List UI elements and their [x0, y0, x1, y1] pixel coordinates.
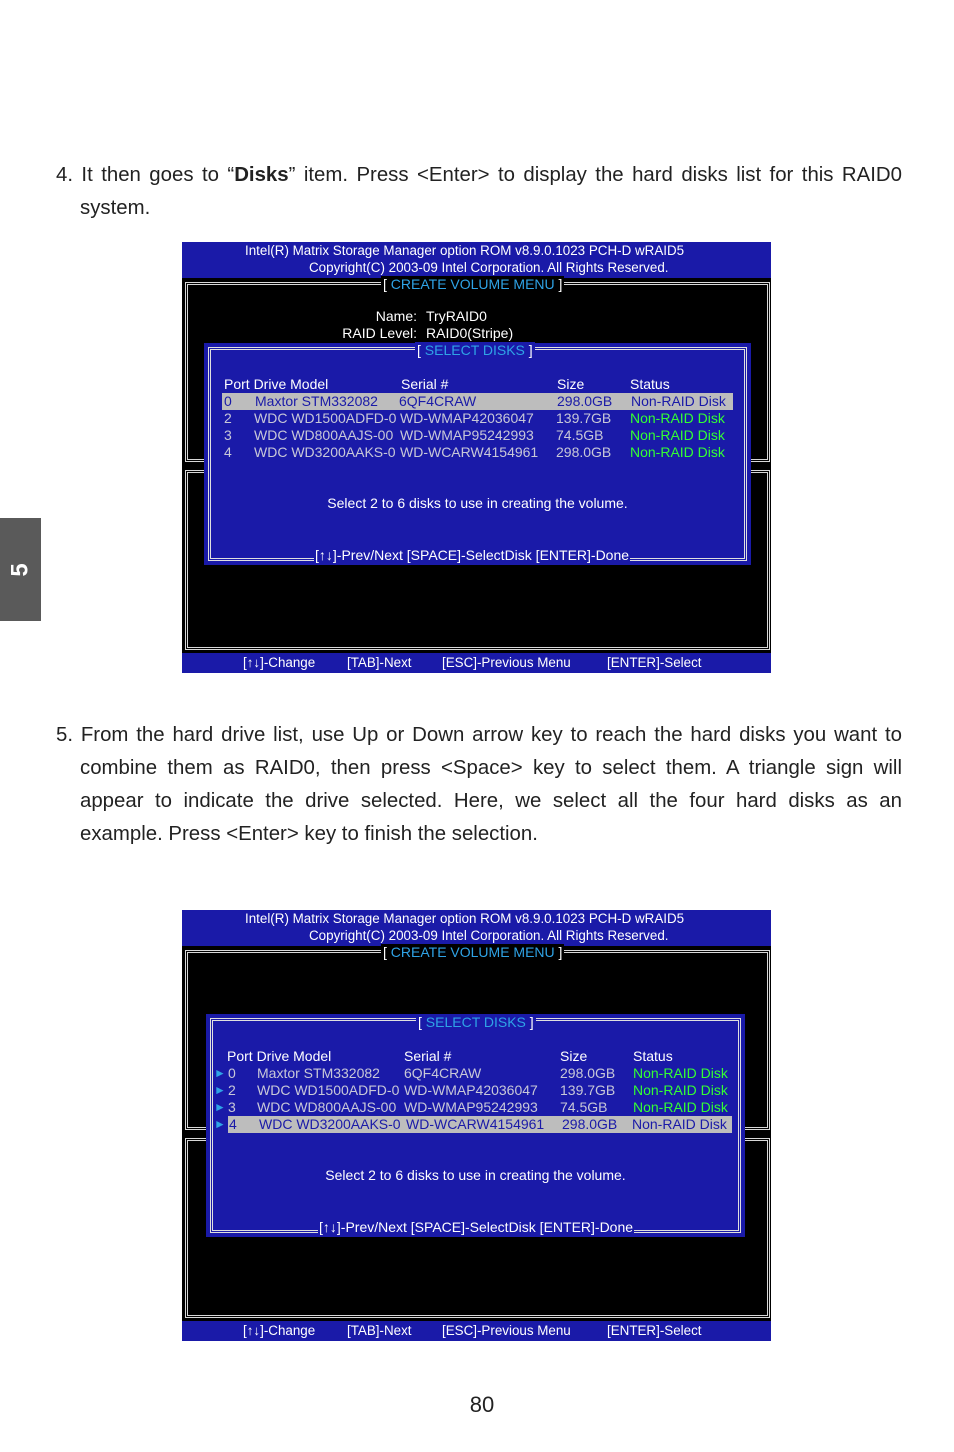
name-value[interactable]: TryRAID0 — [426, 308, 487, 324]
name-label: Name: — [375, 308, 417, 324]
bios-header: Intel(R) Matrix Storage Manager option ROM v8.9.0.1023 PCH-D wRAID5 Copyright(C) 2003-09 Intel Corporation. All Rights Reserved. — [182, 910, 771, 946]
disk-row[interactable]: ► 0 Maxtor STM332082 6QF4CRAW 298.0GB Non-RAID Disk — [214, 1065, 728, 1081]
chapter-tab: 5 — [0, 518, 41, 621]
select-instruction: Select 2 to 6 disks to use in creating the volume. — [327, 495, 628, 511]
bios-header: Intel(R) Matrix Storage Manager option ROM v8.9.0.1023 PCH-D wRAID5 Copyright(C) 2003-09 Intel Corporation. All Rights Reserved. — [182, 242, 771, 278]
disk-row[interactable]: 3 WDC WD800AAJS-00 WD-WMAP95242993 74.5GB Non-RAID Disk — [224, 427, 725, 443]
disk-row[interactable]: 0 Maxtor STM332082 6QF4CRAW 298.0GB Non-RAID Disk — [222, 393, 733, 410]
disk-row[interactable]: ► 2 WDC WD1500ADFD-0 WD-WMAP42036047 139.7GB Non-RAID Disk — [214, 1082, 728, 1098]
raid-level-label: RAID Level: — [342, 325, 417, 341]
select-instruction: Select 2 to 6 disks to use in creating the volume. — [325, 1167, 626, 1183]
bios-screen-1 — [182, 242, 771, 673]
raid-level-value[interactable]: RAID0(Stripe) — [426, 325, 514, 341]
bios-footer: [↑↓]-Change [TAB]-Next [ESC]-Previous Menu [ENTER]-Select — [182, 653, 771, 673]
bios-footer: [↑↓]-Change [TAB]-Next [ESC]-Previous Menu [ENTER]-Select — [182, 1321, 771, 1341]
selected-triangle-icon: ► — [214, 1083, 226, 1097]
bios-screen-2 — [182, 910, 771, 1341]
select-disks-panel: [ SELECT DISKS ] Port Drive Model Serial # Size Status 0 Maxtor STM332082 6QF4CRAW 298.0GB Non-RAID Disk 2 WDC WD1500ADFD-0 WD-WMAP42036047 139.7GB Non-RAID Disk 3 WDC WD800AAJS-00 WD-WMAP95242993 74.5GB Non-RAID Disk 4 WDC WD3200AAKS-0 WD-WCARW4154961 298.0GB Non-RAID Disk Select 2 to 6 disks to use in creating the volume. [↑↓]-Prev/Next [SPACE]-SelectDisk [ENTER]-Done — [204, 343, 751, 565]
disk-row[interactable]: ► 3 WDC WD800AAJS-00 WD-WMAP95242993 74.5GB Non-RAID Disk — [214, 1099, 728, 1115]
select-disks-panel: [ SELECT DISKS ] Port Drive Model Serial # Size Status ► 0 Maxtor STM332082 6QF4CRAW 298.0GB Non-RAID Disk ► 2 WDC WD1500ADFD-0 WD-WMAP42036047 139.7GB Non-RAID Disk ► 3 WDC WD800AAJS-00 WD-WMAP95242993 74.5GB Non-RAID Disk ► 4 WDC WD3200AAKS-0 WD-WCARW4154961 298.0GB Non-RAID Disk Select 2 to 6 disks to use in creating the volume. [↑↓]-Prev/Next [SPACE]-SelectDisk [ENTER]-Done — [206, 1014, 745, 1237]
disk-row[interactable]: 2 WDC WD1500ADFD-0 WD-WMAP42036047 139.7GB Non-RAID Disk — [224, 410, 725, 426]
create-volume-title: [ CREATE VOLUME MENU ] — [383, 944, 563, 960]
disk-row[interactable]: 4 WDC WD3200AAKS-0 WD-WCARW4154961 298.0GB Non-RAID Disk — [224, 444, 725, 460]
selected-triangle-icon: ► — [214, 1066, 226, 1080]
select-disks-title: [ SELECT DISKS ] — [417, 342, 533, 358]
panel-key-hints: [↑↓]-Prev/Next [SPACE]-SelectDisk [ENTER]-Done — [315, 547, 630, 563]
step-4-paragraph: 4. It then goes to “Disks” item. Press <Enter> to display the hard disks list for this RAID0 system. — [56, 164, 902, 219]
step-5-paragraph: 5. From the hard drive list, use Up or Down arrow key to reach the hard disks you want to combine them as RAID0, then press <Space> key to select them. A triangle sign will appear to indicate the drive selected. Here, we select all the four hard disks as an example. Press <Enter> key to finish the selection. — [56, 724, 902, 845]
select-disks-title: [ SELECT DISKS ] — [418, 1014, 534, 1030]
disk-row[interactable]: 4 WDC WD3200AAKS-0 WD-WCARW4154961 298.0GB Non-RAID Disk — [228, 1116, 732, 1133]
page-number: 80 — [469, 1392, 495, 1417]
selected-triangle-icon: ► — [214, 1117, 226, 1131]
panel-key-hints: [↑↓]-Prev/Next [SPACE]-SelectDisk [ENTER]-Done — [319, 1219, 634, 1235]
selected-triangle-icon: ► — [214, 1100, 226, 1114]
create-volume-title: [ CREATE VOLUME MENU ] — [383, 276, 563, 292]
